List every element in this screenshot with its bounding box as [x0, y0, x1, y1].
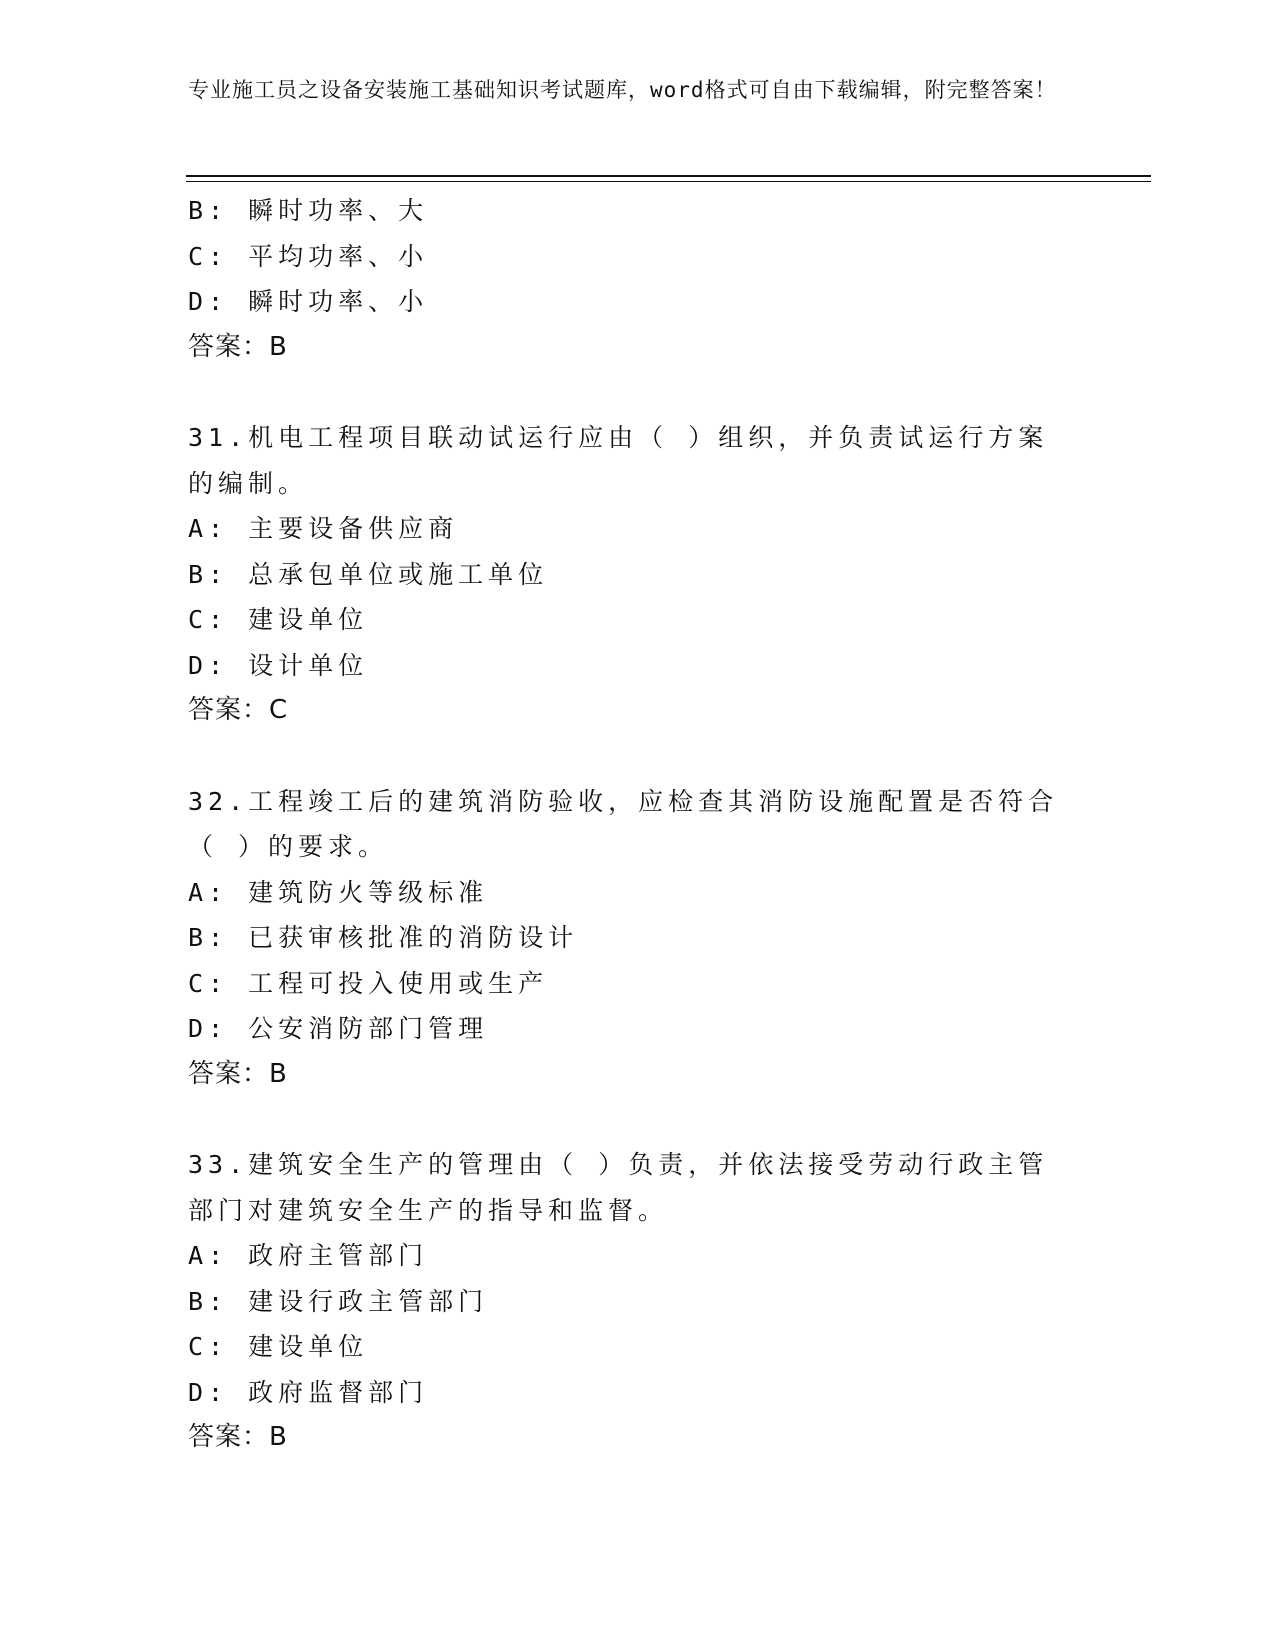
option-c: C: 工程可投入使用或生产: [188, 968, 549, 998]
option-c: C: 平均功率、小: [188, 241, 429, 271]
option-a: A: 主要设备供应商: [188, 514, 459, 543]
question-31: [188, 415, 1088, 734]
option-b: B: 已获审核批准的消防设计: [188, 923, 579, 952]
option-d: D: 政府监督部门: [188, 1377, 429, 1407]
question-stem: 33.建筑安全生产的管理由（ ）负责，并依法接受劳动行政主管部门对建筑安全生产的指导和监督。: [188, 1150, 1049, 1225]
previous-question-tail: [188, 188, 1088, 370]
option-d: D: 设计单位: [188, 650, 369, 680]
option-b: B: 总承包单位或施工单位: [188, 559, 549, 589]
answer: 答案：B: [188, 1422, 288, 1452]
answer: 答案：B: [188, 1058, 288, 1089]
option-b: B: 建设行政主管部门: [188, 1286, 489, 1316]
question-stem: 31.机电工程项目联动试运行应由（ ）组织，并负责试运行方案的编制。: [188, 423, 1049, 498]
question-32: [188, 779, 1088, 1098]
option-d: D: 瞬时功率、小: [188, 287, 429, 316]
option-c: C: 建设单位: [188, 605, 369, 634]
question-content: [188, 188, 1088, 1461]
header-divider-thin: [186, 181, 1151, 182]
answer: 答案：C: [188, 695, 289, 725]
question-stem: 32.工程竣工后的建筑消防验收，应检查其消防设施配置是否符合（ ）的要求。: [188, 786, 1059, 861]
option-a: A: 建筑防火等级标准: [188, 877, 489, 907]
question-33: [188, 1142, 1088, 1461]
answer: 答案：B: [188, 331, 288, 362]
header-divider-thick: [186, 175, 1151, 177]
option-a: A: 政府主管部门: [188, 1241, 429, 1270]
option-c: C: 建设单位: [188, 1332, 369, 1361]
page-header: 专业施工员之设备安装施工基础知识考试题库，word格式可自由下载编辑，附完整答案！: [188, 78, 1057, 102]
option-d: D: 公安消防部门管理: [188, 1014, 489, 1043]
option-b: B: 瞬时功率、大: [188, 196, 429, 225]
